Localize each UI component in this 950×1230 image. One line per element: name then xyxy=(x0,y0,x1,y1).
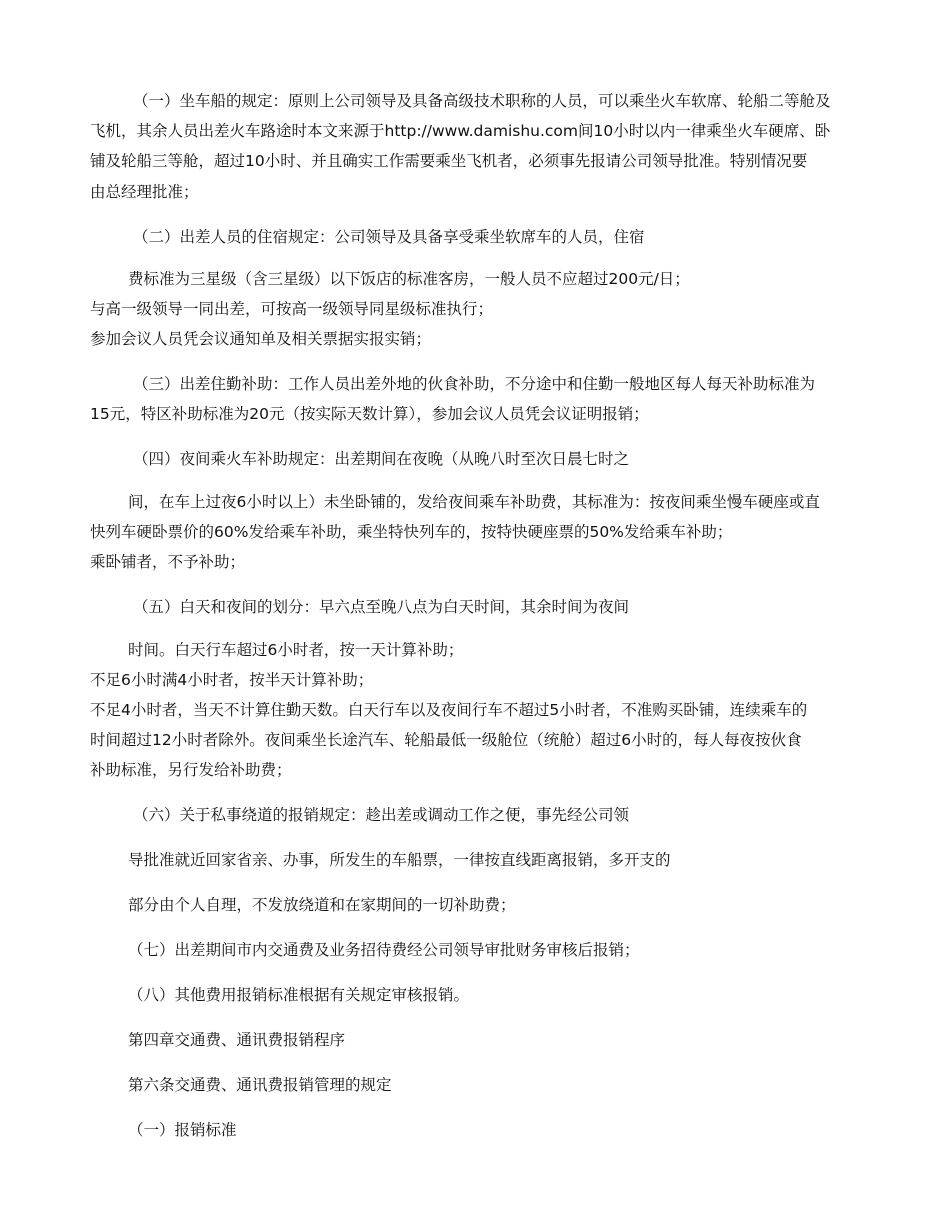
clause-2-line-3: 与高一级领导一同出差，可按高一级领导同星级标准执行； xyxy=(90,300,494,318)
clause-2-line-2: 费标准为三星级（含三星级）以下饭店的标准客房，一般人员不应超过200元/日； xyxy=(128,270,690,288)
clause-1-line-4: 由总经理批准； xyxy=(90,183,199,201)
clause-3-line-1: （三）出差住勤补助：工作人员出差外地的伙食补助，不分途中和住勤一般地区每人每天补助标准为 xyxy=(133,375,816,393)
clause-5-line-3: 不足6小时满4小时者，按半天计算补助； xyxy=(90,671,374,689)
clause-6-line-1: （六）关于私事绕道的报销规定：趁出差或调动工作之便，事先经公司领 xyxy=(133,806,630,824)
clause-1-line-3: 铺及轮船三等舱，超过10小时、并且确实工作需要乘坐飞机者，必须事先报请公司领导批准。特别情况要 xyxy=(90,152,808,170)
clause-5-line-5: 时间超过12小时者除外。夜间乘坐长途汽车、轮船最低一级舱位（统舱）超过6小时的，每人每夜按伙食 xyxy=(90,731,802,749)
clause-7-line: （七）出差期间市内交通费及业务招待费经公司领导审批财务审核后报销； xyxy=(128,941,640,959)
article-6-heading: 第六条交通费、通讯费报销管理的规定 xyxy=(128,1076,392,1094)
clause-5-line-4: 不足4小时者，当天不计算住勤天数。白天行车以及夜间行车不超过5小时者，不准购买卧铺，连续乘车的 xyxy=(90,701,808,719)
clause-1-line-1: （一）坐车船的规定：原则上公司领导及具备高级技术职称的人员，可以乘坐火车软席、轮船二等舱及 xyxy=(133,92,831,110)
chapter-4-heading: 第四章交通费、通讯费报销程序 xyxy=(128,1031,346,1049)
clause-2-line-4: 参加会议人员凭会议通知单及相关票据实报实销； xyxy=(90,330,432,348)
clause-4-line-4: 乘卧铺者，不予补助； xyxy=(90,553,246,571)
clause-3-line-2: 15元，特区补助标准为20元（按实际天数计算），参加会议人员凭会议证明报销； xyxy=(90,405,649,423)
clause-4-line-2: 间，在车上过夜6小时以上）未坐卧铺的，发给夜间乘车补助费，其标准为：按夜间乘坐慢车硬座或直 xyxy=(128,493,820,511)
clause-4-line-3: 快列车硬卧票价的60%发给乘车补助，乘坐特快列车的，按特快硬座票的50%发给乘车补助； xyxy=(90,523,733,541)
clause-6-line-2: 导批准就近回家省亲、办事，所发生的车船票，一律按直线距离报销，多开支的 xyxy=(128,851,671,869)
clause-6-line-3: 部分由个人自理，不发放绕道和在家期间的一切补助费； xyxy=(128,896,516,914)
reimbursement-standard-heading: （一）报销标准 xyxy=(128,1121,237,1139)
clause-5-line-6: 补助标准，另行发给补助费； xyxy=(90,761,292,779)
clause-5-line-2: 时间。白天行车超过6小时者，按一天计算补助； xyxy=(128,641,464,659)
clause-8-line: （八）其他费用报销标准根据有关规定审核报销。 xyxy=(128,986,470,1004)
clause-1-line-2: 飞机，其余人员出差火车路途时本文来源于http://www.damishu.com间10小时以内一律乘坐火车硬席、卧 xyxy=(90,122,831,140)
clause-5-line-1: （五）白天和夜间的划分：早六点至晚八点为白天时间，其余时间为夜间 xyxy=(133,598,630,616)
clause-4-line-1: （四）夜间乘火车补助规定：出差期间在夜晚（从晚八时至次日晨七时之 xyxy=(133,450,630,468)
clause-2-line-1: （二）出差人员的住宿规定：公司领导及具备享受乘坐软席车的人员，住宿 xyxy=(133,228,645,246)
